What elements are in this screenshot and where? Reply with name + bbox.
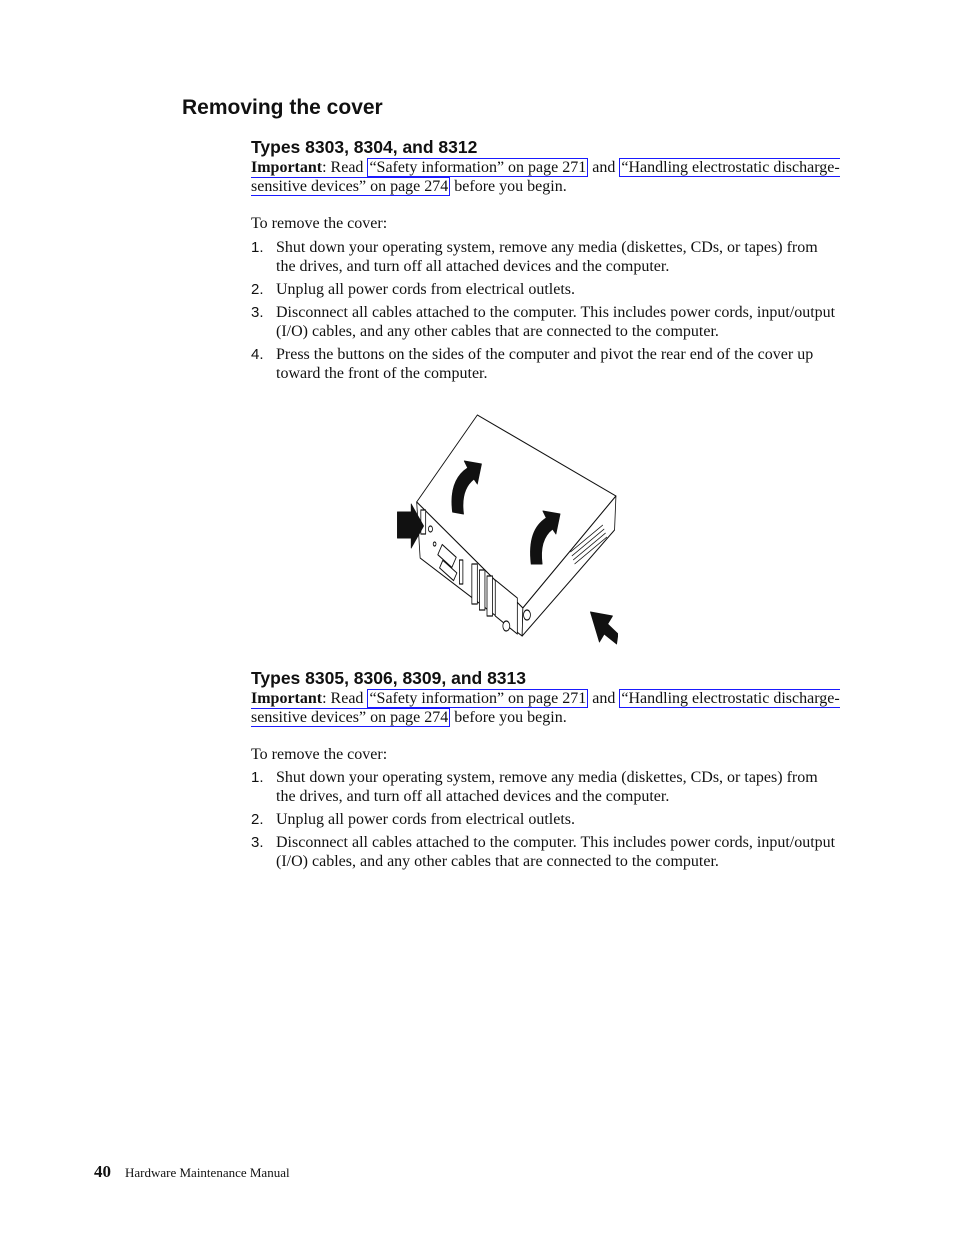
note-text: : Read	[322, 690, 368, 707]
expansion-slot-icon	[487, 576, 493, 616]
expansion-slot-icon	[479, 570, 485, 610]
handling-esd-link[interactable]: “Handling electrostatic discharge-sensitive devices” on page 274	[251, 159, 840, 195]
list-item	[251, 238, 841, 276]
step-text: Shut down your operating system, remove any media (diskettes, CDs, or tapes) from the drives, and turn off all attached devices and the computer.	[276, 239, 818, 275]
procedure-steps	[251, 238, 841, 387]
safety-information-link[interactable]: “Safety information” on page 271	[369, 159, 587, 176]
note-text: and	[588, 159, 620, 176]
handling-esd-link[interactable]: “Handling electrostatic discharge-sensitive devices” on page 274	[251, 690, 840, 726]
expansion-slot-icon	[472, 564, 478, 604]
computer-cover-removal-illustration	[396, 412, 618, 648]
step-number: 4.	[251, 346, 264, 363]
step-number: 2.	[251, 281, 264, 298]
step-text: Shut down your operating system, remove any media (diskettes, CDs, or tapes) from the drives, and turn off all attached devices and the computer.	[276, 769, 818, 805]
manual-title: Hardware Maintenance Manual	[125, 1165, 290, 1180]
safety-information-link[interactable]: “Safety information” on page 271	[369, 690, 587, 707]
procedure-intro: To remove the cover:	[251, 746, 388, 763]
page-number: 40	[94, 1162, 111, 1181]
list-item	[251, 768, 841, 806]
step-number: 3.	[251, 834, 264, 851]
step-number: 1.	[251, 239, 264, 256]
procedure-intro: To remove the cover:	[251, 215, 388, 232]
important-note	[251, 158, 841, 196]
right-press-arrow-icon	[590, 612, 618, 644]
list-item	[251, 810, 841, 829]
panel-port-icon	[433, 542, 436, 546]
list-item	[251, 345, 841, 383]
panel-button-icon	[428, 526, 432, 532]
section-title: Types 8303, 8304, and 8312	[251, 137, 478, 157]
note-text: before you begin.	[450, 178, 567, 195]
procedure-steps	[251, 768, 841, 875]
list-item	[251, 303, 841, 341]
step-number: 1.	[251, 769, 264, 786]
page-footer	[94, 1162, 290, 1182]
note-text: and	[588, 690, 620, 707]
step-text: Unplug all power cords from electrical outlets.	[276, 281, 576, 298]
step-number: 2.	[251, 811, 264, 828]
note-text: : Read	[322, 159, 368, 176]
important-note	[251, 689, 841, 727]
fan-icon	[503, 621, 510, 631]
usb-ports-icon	[459, 560, 462, 584]
step-text: Press the buttons on the sides of the computer and pivot the rear end of the cover up toward the front of the computer.	[276, 346, 814, 382]
section-title: Types 8305, 8306, 8309, and 8313	[251, 668, 527, 688]
important-label: Important	[251, 690, 323, 707]
important-label: Important	[251, 159, 323, 176]
release-button-icon	[524, 610, 531, 620]
list-item	[251, 280, 841, 299]
step-number: 3.	[251, 304, 264, 321]
note-text: before you begin.	[450, 709, 567, 726]
step-text: Unplug all power cords from electrical outlets.	[276, 811, 576, 828]
chassis-top	[417, 415, 616, 608]
step-text: Disconnect all cables attached to the computer. This includes power cords, input/output (I/O) cables, and any other cables that are connected to the computer.	[276, 834, 836, 870]
step-text: Disconnect all cables attached to the computer. This includes power cords, input/output (I/O) cables, and any other cables that are connected to the computer.	[276, 304, 836, 340]
list-item	[251, 833, 841, 871]
page-title: Removing the cover	[182, 96, 383, 119]
